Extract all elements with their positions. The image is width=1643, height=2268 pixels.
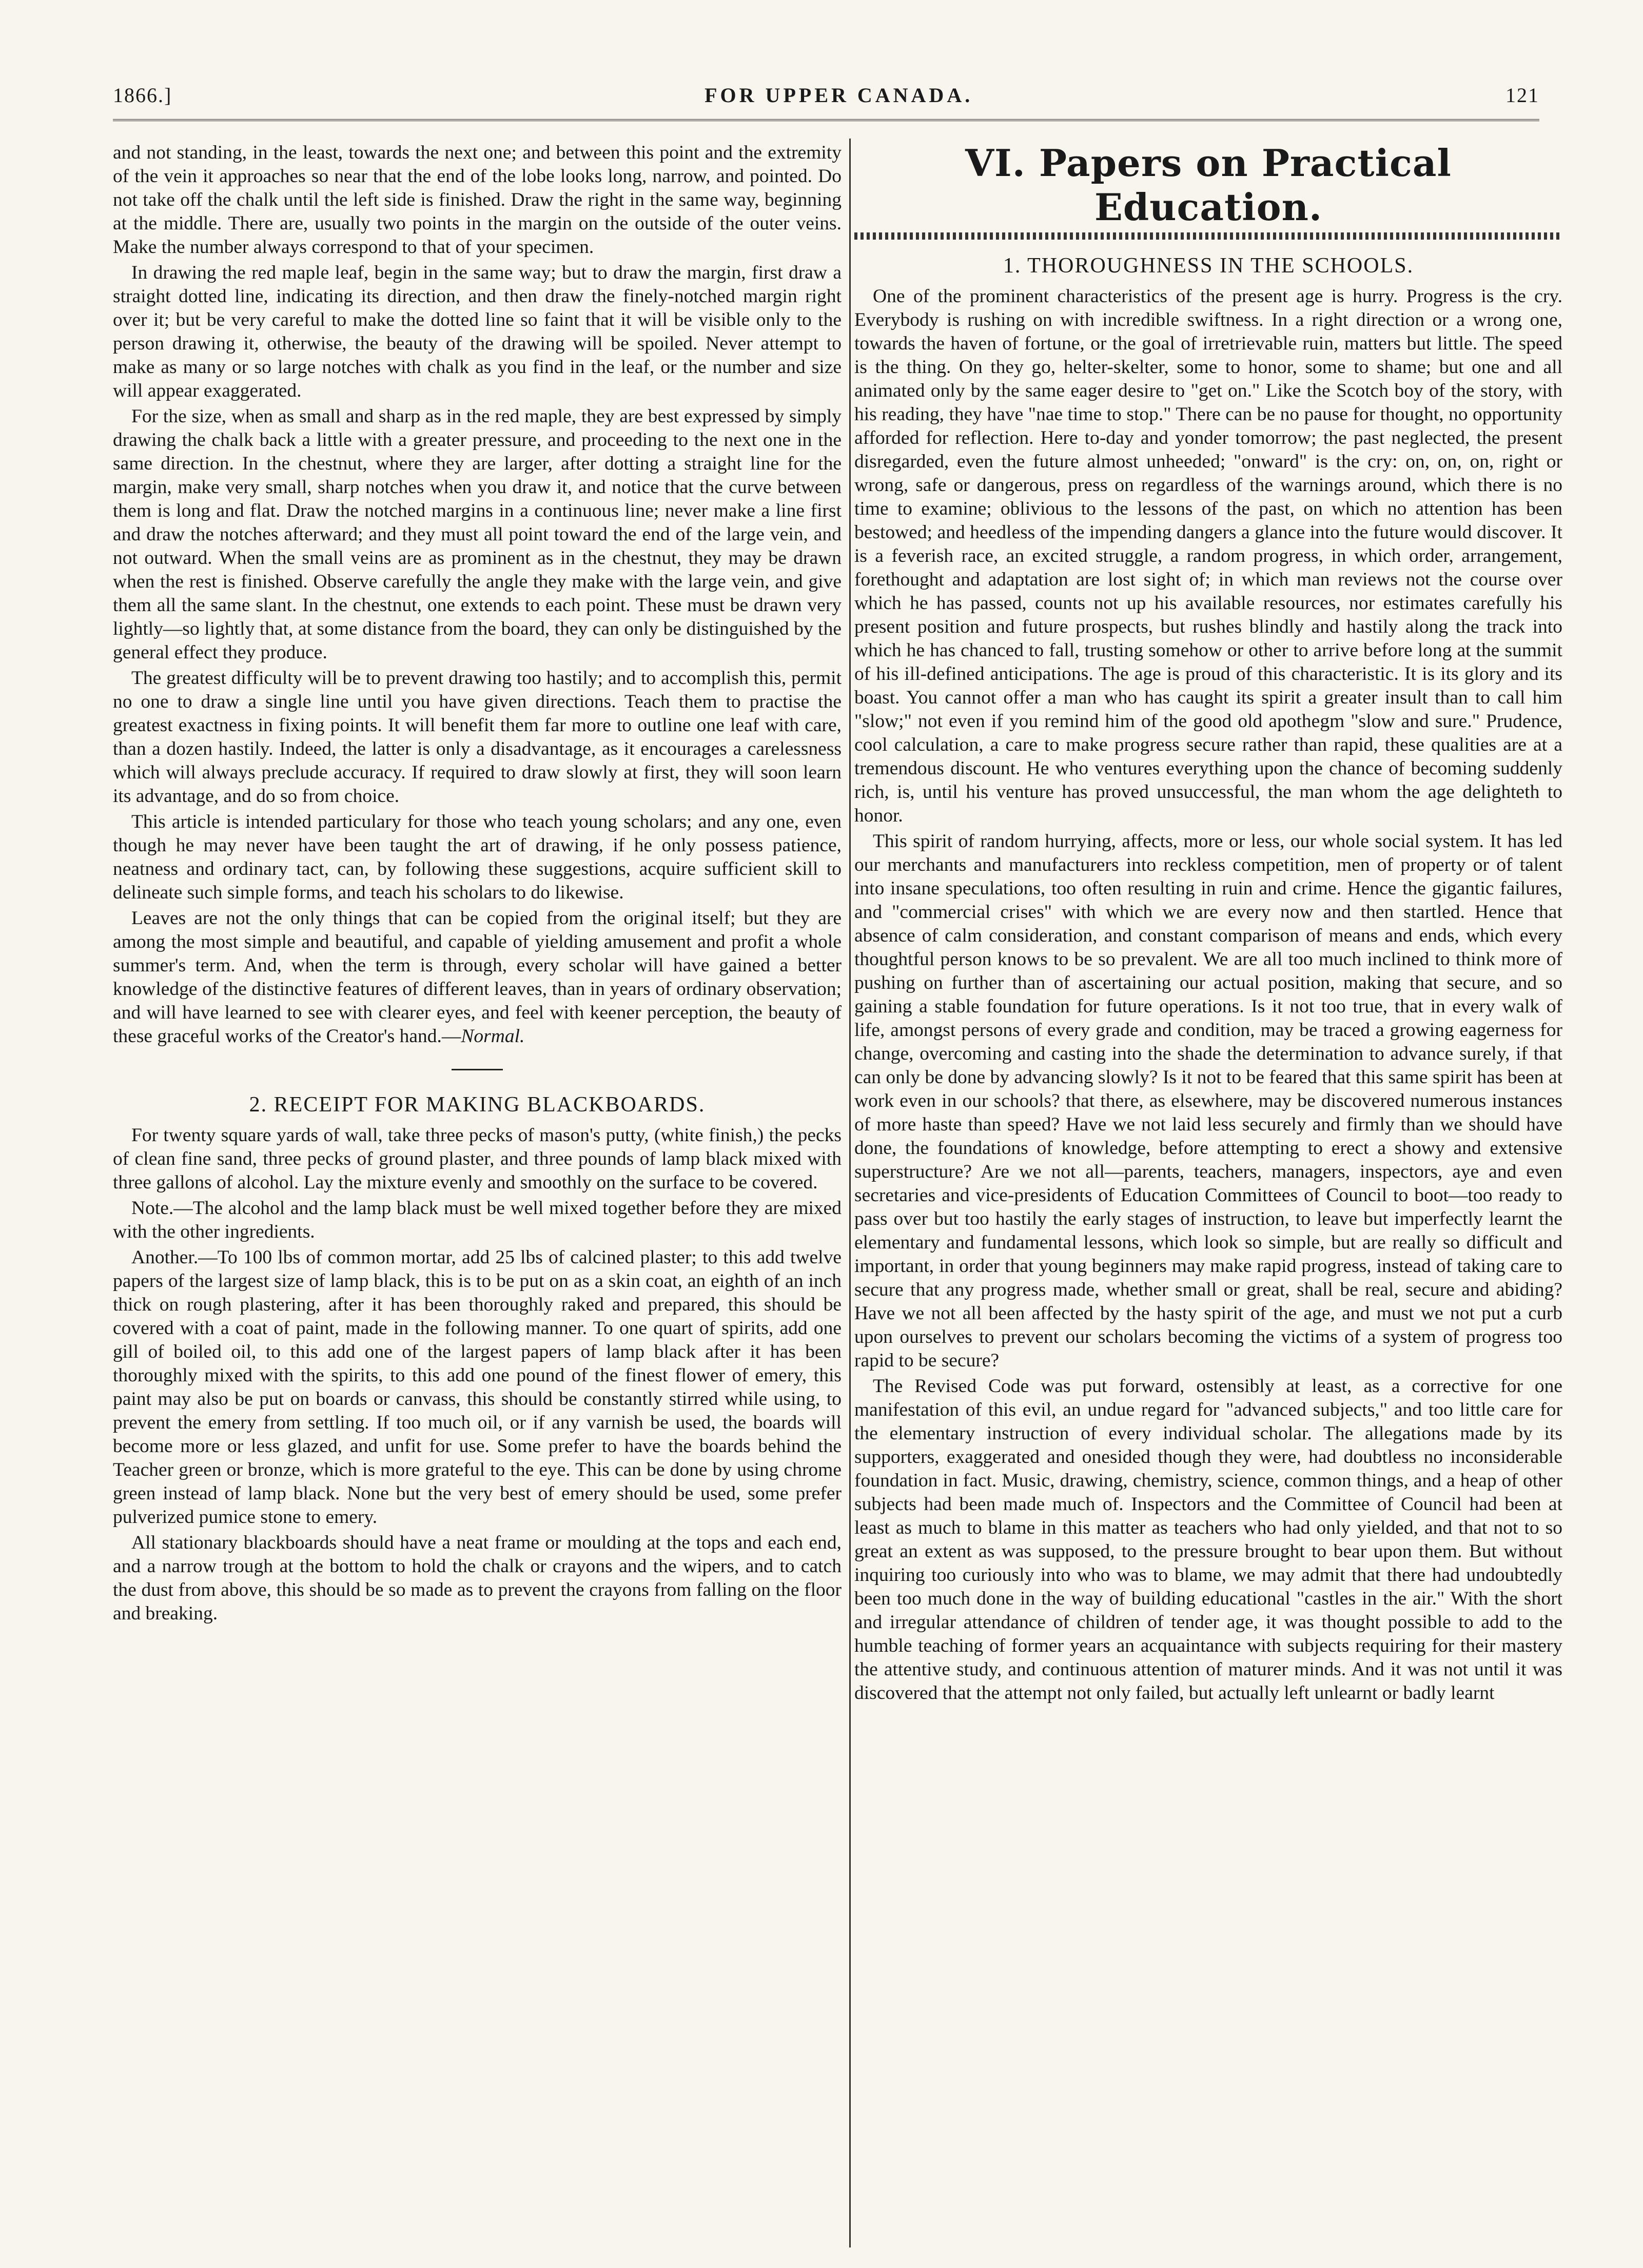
section-heading: 1. THOROUGHNESS IN THE SCHOOLS. [1003, 254, 1414, 278]
right-column [854, 141, 1562, 2235]
section-heading: 2. RECEIPT FOR MAKING BLACKBOARDS. [249, 1093, 706, 1117]
paragraph: All stationary blackboards should have a neat frame or moulding at the tops and each end, and a narrow trough at the bottom to hold the chalk or crayons and the wipers, and to catch the dust from above, this should be so made as to prevent the crayons from falling on the floor and breaking. [113, 1532, 842, 1624]
paragraph: For twenty square yards of wall, take three pecks of mason's putty, (white finish,) the pecks of clean fine sand, three pecks of ground plaster, and three pounds of lamp black mixed with three gallons of alcohol. Lay the mixture evenly and smoothly on the surface to be covered. [113, 1125, 842, 1193]
header-date: 1866.] [113, 83, 172, 107]
paragraph [113, 907, 842, 1048]
paragraph: Another.—To 100 lbs of common mortar, add 25 lbs of calcined plaster; to this add twelve papers of the largest size of lamp black, this is to be put on as a skin coat, an eighth of an inch thick on rough plastering, after it has been thoroughly raked and prepared, this should be covered with a coat of paint, made in the following manner. To one quart of spirits, add one gill of boiled oil, to this add one of the largest papers of lamp black after it has been thoroughly mixed with the spirits, to this add one pound of the finest flower of emery, this paint may also be put on boards or canvass, this should be constantly stirred while using, to prevent the emery from settling. If too much oil, or if any varnish be used, the boards will become more or less glazed, and unfit for use. Some prefer to have the boards behind the Teacher green or bronze, which is more grateful to the eye. This can be done by using chrome green instead of lamp black. None but the very best of emery should be used, some prefer pulverized pumice stone to emery. [113, 1247, 842, 1528]
paragraph: This spirit of random hurrying, affects, more or less, our whole social system. It has led our merchants and manufacturers into reckless competition, men of property or of talent into insane speculations, too often resulting in ruin and crime. Hence the gigantic failures, and "commercial crises" with which we are every now and then startled. Hence that absence of calm consideration, and constant comparison of means and ends, which every thoughtful person knows to be so prevalent. We are all too much inclined to think more of pushing on further than of ascertaining our actual position, making that secure, and so gaining a stable foundation for future operations. Is it not too true, that in every walk of life, amongst persons of every grade and condition, may be traced a growing eagerness for change, overcoming and casting into the shade the determination to advance surely, if that can only be done by advancing slowly? Is it not to be feared that this same spirit has been at work even in our schools? that there, as elsewhere, may be discovered numerous instances of more haste than speed? Have we not laid less securely and firmly than we should have done, the foundations of knowledge, before attempting to erect a showy and extensive superstructure? Are we not all—parents, teachers, managers, inspectors, aye and even secretaries and vice-presidents of Education Committees of Council to boot—too ready to pass over but too hastily the early stages of instruction, to leave but imperfectly learnt the elementary and fundamental lessons, which look so simple, but are really so difficult and important, in order that young beginners may make rapid progress, instead of taking care to secure that any progress made, whether small or great, shall be real, secure and abiding? Have we not all been affected by the hasty spirit of the age, and must we not put a curb upon ourselves to prevent our scholars becoming the victims of a system of progress too rapid to be secure? [854, 831, 1562, 1371]
paragraph: In drawing the red maple leaf, begin in the same way; but to draw the margin, first draw a straight dotted line, indicating its direction, and then draw the finely-notched margin right over it; but be very careful to make the dotted line so faint that it will be visible only to the person drawing it, otherwise, the beauty of the drawing will be spoiled. Never attempt to make as many or so large notches with chalk as you find in the leaf, or the number and size will appear exaggerated. [113, 262, 842, 401]
paragraph: For the size, when as small and sharp as in the red maple, they are best expressed by simply drawing the chalk back a little with a greater pressure, and proceeding to the next one in the same direction. In the chestnut, where they are larger, after dotting a straight line for the margin, make very small, sharp notches when you draw it, and notice that the curve between them is long and flat. Draw the notched margins in a continuous line; never make a line first and draw the notches afterward; and they must all point toward the end of the large vein, and not outward. When the small veins are as prominent as in the chestnut, they may be drawn when the rest is finished. Observe carefully the angle they make with the large vein, and give them all the same slant. In the chestnut, one extends to each point. These must be drawn very lightly—so lightly that, at some distance from the board, they can only be distinguished by the general effect they produce. [113, 406, 842, 663]
paragraph: One of the prominent characteristics of the present age is hurry. Progress is the cry. Everybody is rushing on with incredible swiftness. In a right direction or a wrong one, towards the haven of fortune, or the goal of irretrievable ruin, matters but little. The speed is the thing. On they go, helter-skelter, some to honor, some to shame; but one and all animated only by the same eager desire to "get on." Like the Scotch boy of the story, with his reading, they have "nae time to stop." There can be no pause for thought, no opportunity afforded for reflection. Here to-day and yonder tomorrow; the past neglected, the present disregarded, even the future almost unheeded; "onward" is the cry: on, on, on, right or wrong, safe or dangerous, press on regardless of the warnings around, which there is no time to examine; oblivious to the lessons of the past, on which no attention has been bestowed; and heedless of the impending dangers a glance into the future would discover. It is a feverish race, an excited struggle, a random progress, in which order, arrangement, forethought and adaptation are lost sight of; in which man reviews not the course over which he has passed, counts not up his available resources, nor estimates carefully his present position and future prospects, but rushes blindly and hastily along the track into which he has chanced to fall, trusting somehow or other to arrive before long at the summit of his ill-defined anticipations. The age is proud of this characteristic. It is its glory and its boast. You cannot offer a man who has caught its spirit a greater insult than to call him "slow;" not even if you remind him of the good old apothegm "slow and sure." Prudence, cool calculation, a care to make progress secure rather than rapid, these qualities are at a tremendous discount. He who ventures everything upon the chance of becoming suddenly rich, is, until his venture has proved unsuccessful, the man whom the age delighteth to honor. [854, 286, 1562, 826]
section-separator [452, 1069, 503, 1070]
column-divider [849, 139, 851, 2247]
header-title: FOR UPPER CANADA. [705, 83, 973, 107]
header-page-number: 121 [1505, 83, 1539, 107]
paragraph: Note.—The alcohol and the lamp black must be well mixed together before they are mixed with the other ingredients. [113, 1198, 842, 1242]
part-heading: VI. Papers on Practical Education. [965, 141, 1452, 229]
paragraph: The Revised Code was put forward, ostensibly at least, as a corrective for one manifestation of this evil, an undue regard for "advanced subjects," and too little care for the elementary instruction of every individual scholar. The allegations made by its supporters, exaggerated and onesided though they were, had doubtless no inconsiderable foundation in fact. Music, drawing, chemistry, science, common things, and a heap of other subjects had been made much of. Inspectors and the Committee of Council had been at least as much to blame in this matter as teachers who had only yielded, and that not to so great an extent as was supposed, to the pressure brought to bear upon them. But without inquiring too curiously into who was to blame, we may admit that there had undoubtedly been too much done in the way of building educational "castles in the air." With the short and irregular attendance of children of tender age, it was thought possible to add to the humble teaching of former years an acquaintance with subjects requiring for their mastery the attentive study, and continuous attention of maturer minds. And it was not until it was discovered that the attempt not only failed, but actually left unlearnt or badly learnt [854, 1376, 1562, 1704]
left-column [113, 141, 842, 2235]
source-signature: Normal. [461, 1026, 525, 1047]
header-rule [113, 119, 1539, 121]
paragraph-text: Leaves are not the only things that can be copied from the original itself; but they are among the most simple and beautiful, and capable of yielding amusement and profit a whole summer's term. And, when the term is through, every scholar will have gained a better knowledge of the distinctive features of different leaves, than in years of ordinary observation; and will have learned to see with clearer eyes, and feel with keener perception, the beauty of these graceful works of the Creator's hand.— [113, 908, 842, 1047]
heading-ornament-rule [854, 232, 1562, 240]
paragraph: and not standing, in the least, towards the next one; and between this point and the extremity of the vein it approaches so near that the end of the lobe looks long, narrow, and pointed. Do not take off the chalk until the left side is finished. Draw the right in the same way, beginning at the middle. There are, usually two points in the margin on the outside of the outer veins. Make the number always correspond to that of your specimen. [113, 142, 842, 258]
paragraph: The greatest difficulty will be to prevent drawing too hastily; and to accomplish this, permit no one to draw a single line until you have given directions. Teach them to practise the greatest exactness in fixing points. It will benefit them far more to outline one leaf with care, than a dozen hastily. Indeed, the latter is only a disadvantage, as it encourages a carelessness which will always preclude accuracy. If required to draw slowly at first, they will soon learn its advantage, and do so from choice. [113, 668, 842, 807]
page-header [113, 77, 1539, 113]
paragraph: This article is intended particulary for those who teach young scholars; and any one, even though he may never have been taught the art of drawing, if he only possess patience, neatness and ordinary tact, can, by following these suggestions, acquire sufficient skill to delineate such simple forms, and teach his scholars to do likewise. [113, 811, 842, 903]
